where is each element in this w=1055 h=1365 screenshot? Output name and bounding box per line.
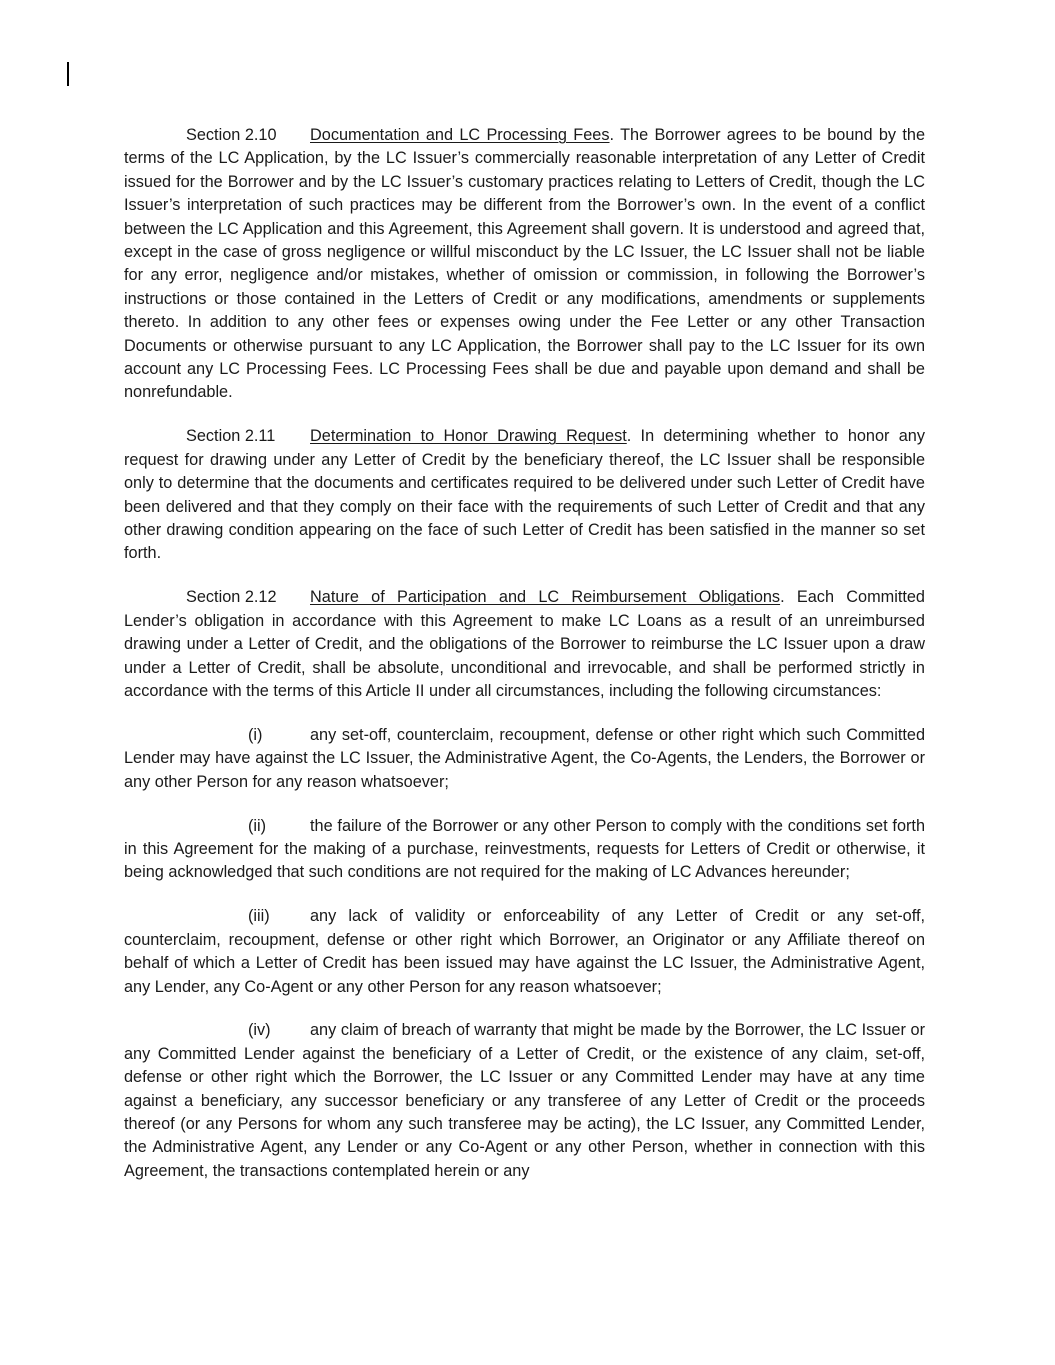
clause-ii — [124, 815, 925, 885]
section-number: Section 2.10 — [186, 126, 277, 144]
section-body: . The Borrower agrees to be bound by the terms of the LC Application, by the LC Issuer’s commercially reasonable interpretation of any Letter of Credit issued for the Borrower and by the LC Issuer’s customary practices relating to Letters of Credit, though the LC Issuer’s interpretation of such practices may be different from the Borrower’s own. In the event of a conflict between the LC Application and this Agreement, this Agreement shall govern. It is understood and agreed that, except in the case of gross negligence or willful misconduct by the LC Issuer, the LC Issuer shall not be liable for any error, negligence and/or mistakes, whether of omission or commission, in following the Borrower’s instructions or those contained in the Letters of Credit or any modifications, amendments or supplements thereto. In addition to any other fees or expenses owing under the Fee Letter or any other Transaction Documents or otherwise pursuant to any LC Application, the Borrower shall pay to the LC Issuer for its own account any LC Processing Fees. LC Processing Fees shall be due and payable upon demand and shall be nonrefundable. — [124, 126, 925, 402]
clause-number: (iii) — [248, 907, 270, 926]
clause-text: any set-off, counterclaim, recoupment, defense or other right which such Committed Lender may have against the LC Issuer, the Administrative Agent, the Co-Agents, the Lenders, the Borrower or any other Person for any reason whatsoever; — [124, 725, 925, 791]
clause-iii — [124, 905, 925, 999]
section-body: . Each Committed Lender’s obligation in accordance with this Agreement to make LC Loans as a result of an unreimbursed drawing under a Letter of Credit, and the obligations of the Borrower to reimburse the LC Issuer upon a draw under a Letter of Credit, shall be absolute, unconditional and irrevocable, and shall be performed strictly in accordance with the terms of this Article II under all circumstances, including the following circumstances: — [124, 588, 925, 700]
document-body — [124, 124, 925, 1183]
section-title: Documentation and LC Processing Fees — [310, 126, 610, 144]
text-cursor-mark — [67, 62, 69, 86]
section-title: Determination to Honor Drawing Request — [310, 427, 627, 446]
section-2-11 — [124, 425, 925, 565]
clause-i — [124, 724, 925, 794]
clause-number: (iv) — [248, 1021, 271, 1040]
clause-number: (ii) — [248, 816, 267, 835]
section-body: . In determining whether to honor any request for drawing under any Letter of Credit by the beneficiary thereof, the LC Issuer shall be responsible only to determine that the documents and certificates required to be delivered under such Letter of Credit have been delivered and that they comply on their face with the requirements of such Letter of Credit and that any other drawing condition appearing on the face of such Letter of Credit has been satisfied in the manner so set forth. — [124, 427, 925, 563]
section-number: Section 2.12 — [186, 588, 277, 607]
clause-text: any lack of validity or enforceability of any Letter of Credit or any set-off, counterclaim, recoupment, defense or other right which Borrower, an Originator or any Affiliate thereof on behalf of which a Letter of Credit has been issued may have against the LC Issuer, the Administrative Agent, any Lender, any Co-Agent or any other Person for any reason whatsoever; — [124, 907, 925, 996]
section-number: Section 2.11 — [186, 427, 276, 446]
clause-iv — [124, 1019, 925, 1183]
section-2-10 — [124, 124, 925, 405]
section-2-12 — [124, 586, 925, 703]
clause-text: the failure of the Borrower or any other Person to comply with the conditions set forth in this Agreement for the making of a purchase, reinvestments, requests for Letters of Credit or otherwise, it being acknowledged that such conditions are not required for the making of LC Advances hereunder; — [124, 816, 925, 882]
clause-text: any claim of breach of warranty that might be made by the Borrower, the LC Issuer or any Committed Lender against the beneficiary of a Letter of Credit, or the existence of any claim, set-off, defense or other right which the Borrower, the LC Issuer or any Committed Lender may have at any time against a beneficiary, any successor beneficiary or any transferee of any Letter of Credit or the proceeds thereof (or any Persons for whom any such transferee may be acting), the LC Issuer, any Committed Lender, the Administrative Agent, any Lender or any Co-Agent or any other Person, whether in connection with this Agreement, the transactions contemplated herein or any — [124, 1021, 925, 1180]
clause-number: (i) — [248, 725, 263, 744]
section-title: Nature of Participation and LC Reimbursement Obligations — [310, 588, 781, 607]
